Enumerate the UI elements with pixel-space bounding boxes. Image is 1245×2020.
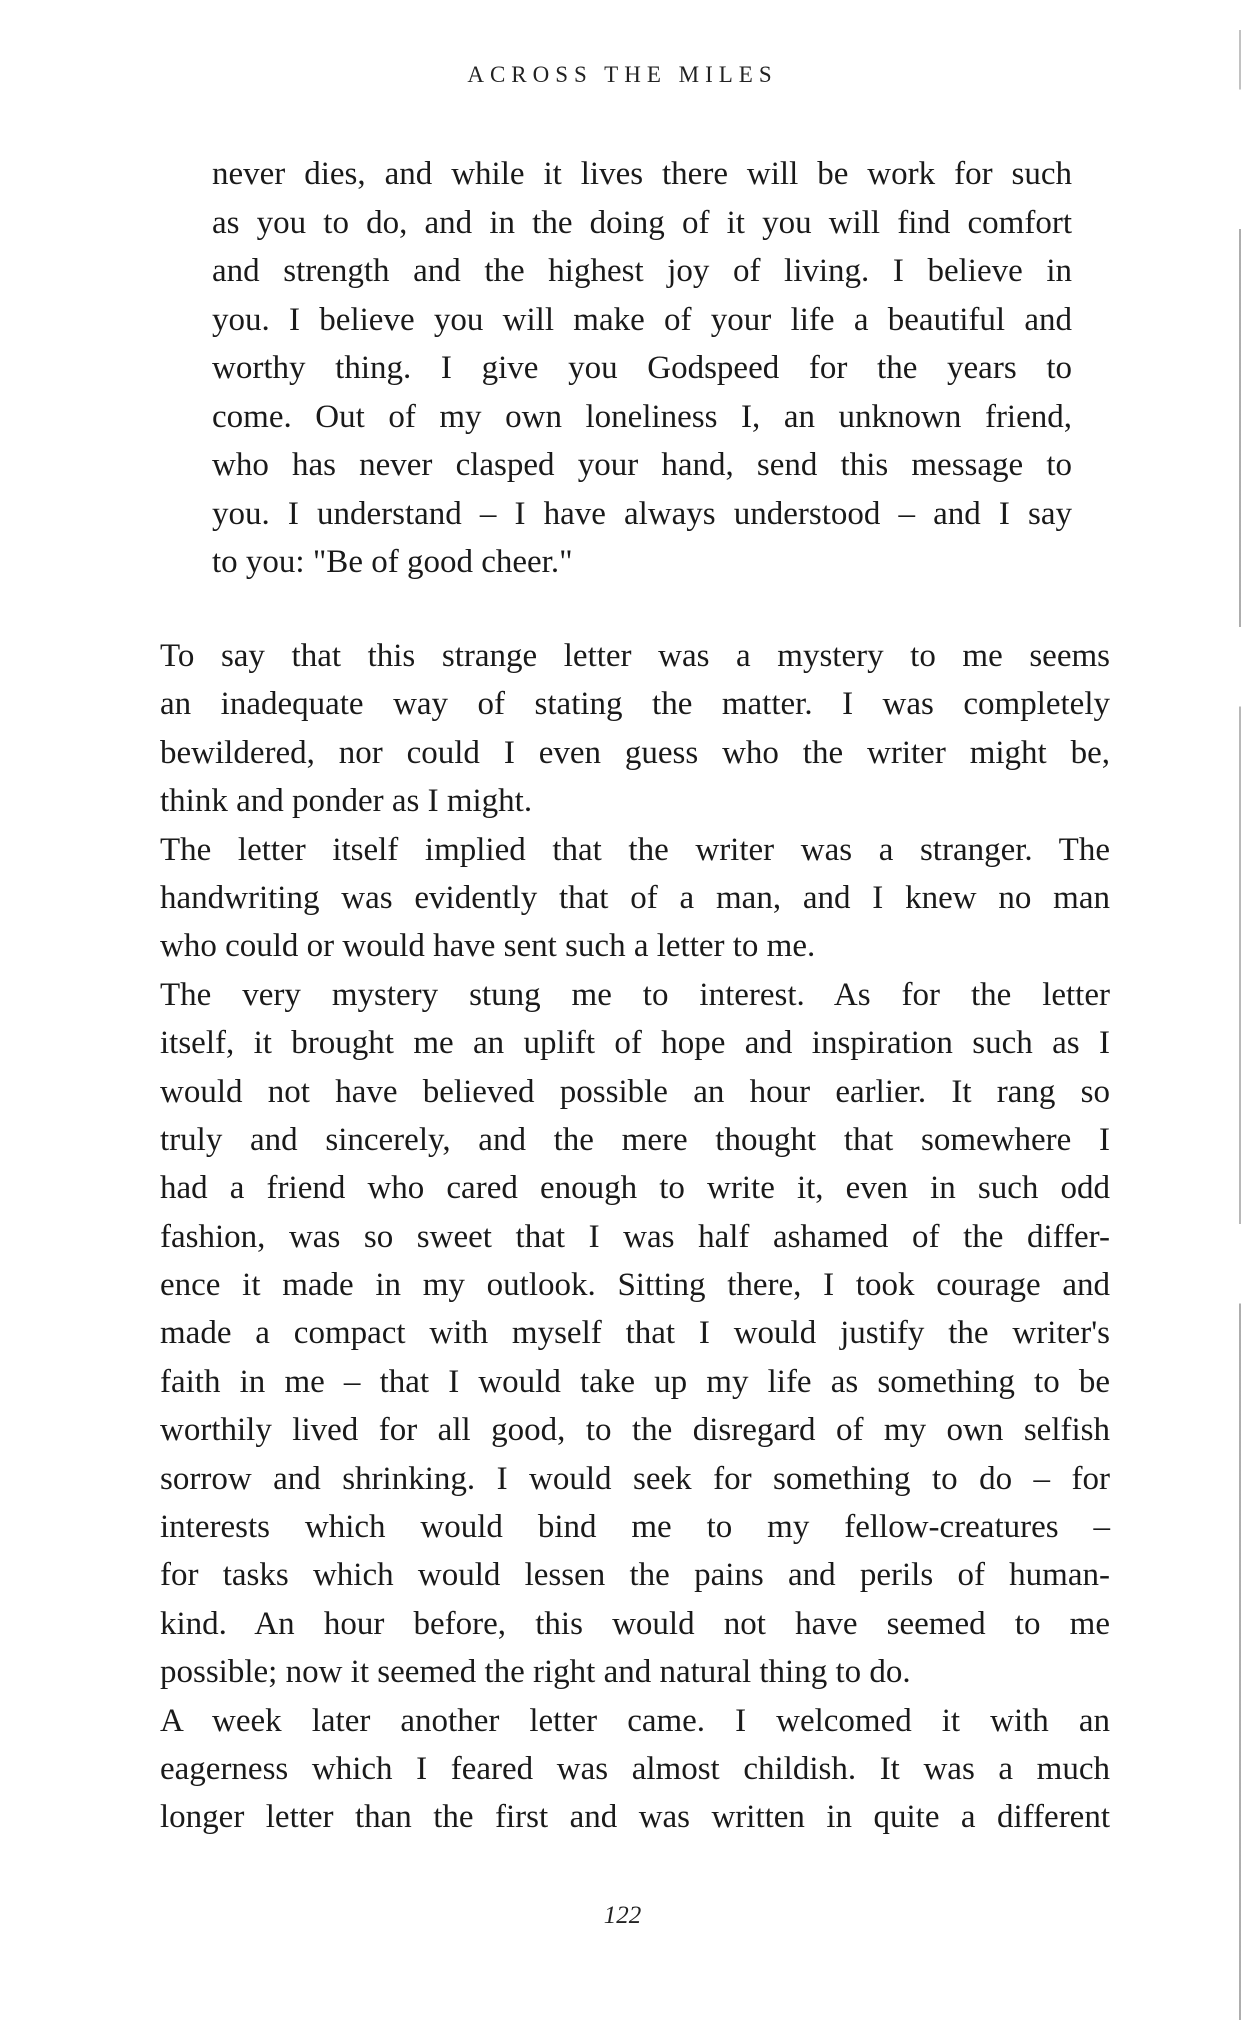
quote-line: to you: "Be of good cheer." [212, 544, 573, 580]
running-head: ACROSS THE MILES [467, 62, 778, 87]
quote-line: worthy thing. I give you Godspeed for the years to [212, 350, 1072, 386]
quote-line: never dies, and while it lives there will be work for such [212, 156, 1072, 192]
body-line: an inadequate way of stating the matter. I was completely [160, 686, 1110, 723]
body-line: worthily lived for all good, to the disregard of my own selfish [160, 1412, 1110, 1449]
body-line: would not have believed possible an hour earlier. It rang so [160, 1073, 1110, 1110]
body-line: interests which would bind me to my fellow-creatures – [160, 1509, 1110, 1546]
body-line: possible; now it seemed the right and natural thing to do. [160, 1654, 911, 1691]
body-line: faith in me – that I would take up my life as something to be [160, 1363, 1110, 1400]
body-line: A week later another letter came. I welcomed it with an [160, 1702, 1110, 1739]
page-edge-shadow [1239, 30, 1241, 2020]
quote-line: as you to do, and in the doing of it you will find comfort [212, 204, 1072, 241]
body-line: handwriting was evidently that of a man, and I knew no man [160, 879, 1110, 916]
body-line: sorrow and shrinking. I would seek for something to do – for [160, 1460, 1110, 1497]
body-line: longer letter than the first and was written in quite a different [160, 1799, 1110, 1836]
quote-line: and strength and the highest joy of living. I believe in [212, 253, 1072, 289]
body-line: truly and sincerely, and the mere thought that somewhere I [160, 1121, 1110, 1158]
quote-line: who has never clasped your hand, send this message to [212, 447, 1072, 483]
quote-line: you. I understand – I have always understood – and I say [212, 495, 1072, 532]
body-line: fashion, was so sweet that I was half ashamed of the differ- [160, 1218, 1110, 1255]
body-line: ence it made in my outlook. Sitting there, I took courage and [160, 1267, 1110, 1304]
body-line: The very mystery stung me to interest. As for the letter [160, 976, 1110, 1013]
body-line: kind. An hour before, this would not have seemed to me [160, 1605, 1110, 1642]
letter-quote [212, 150, 1072, 587]
body-line: itself, it brought me an uplift of hope and inspiration such as I [160, 1025, 1110, 1062]
body-line: think and ponder as I might. [160, 783, 533, 820]
body-line: who could or would have sent such a letter to me. [160, 928, 816, 965]
body-line: eagerness which I feared was almost childish. It was a much [160, 1750, 1110, 1787]
body-line: bewildered, nor could I even guess who the writer might be, [160, 734, 1110, 771]
quote-line: come. Out of my own loneliness I, an unknown friend, [212, 398, 1072, 435]
body-line: To say that this strange letter was a mystery to me seems [160, 638, 1110, 674]
quote-line: you. I believe you will make of your life a beautiful and [212, 301, 1072, 338]
body-text [160, 632, 1110, 1842]
body-line: had a friend who cared enough to write it, even in such odd [160, 1170, 1110, 1207]
body-line: for tasks which would lessen the pains and perils of human- [160, 1557, 1110, 1594]
body-line: The letter itself implied that the writer was a stranger. The [160, 831, 1110, 868]
page-number: 122 [603, 1902, 642, 1929]
body-line: made a compact with myself that I would justify the writer's [160, 1315, 1110, 1352]
